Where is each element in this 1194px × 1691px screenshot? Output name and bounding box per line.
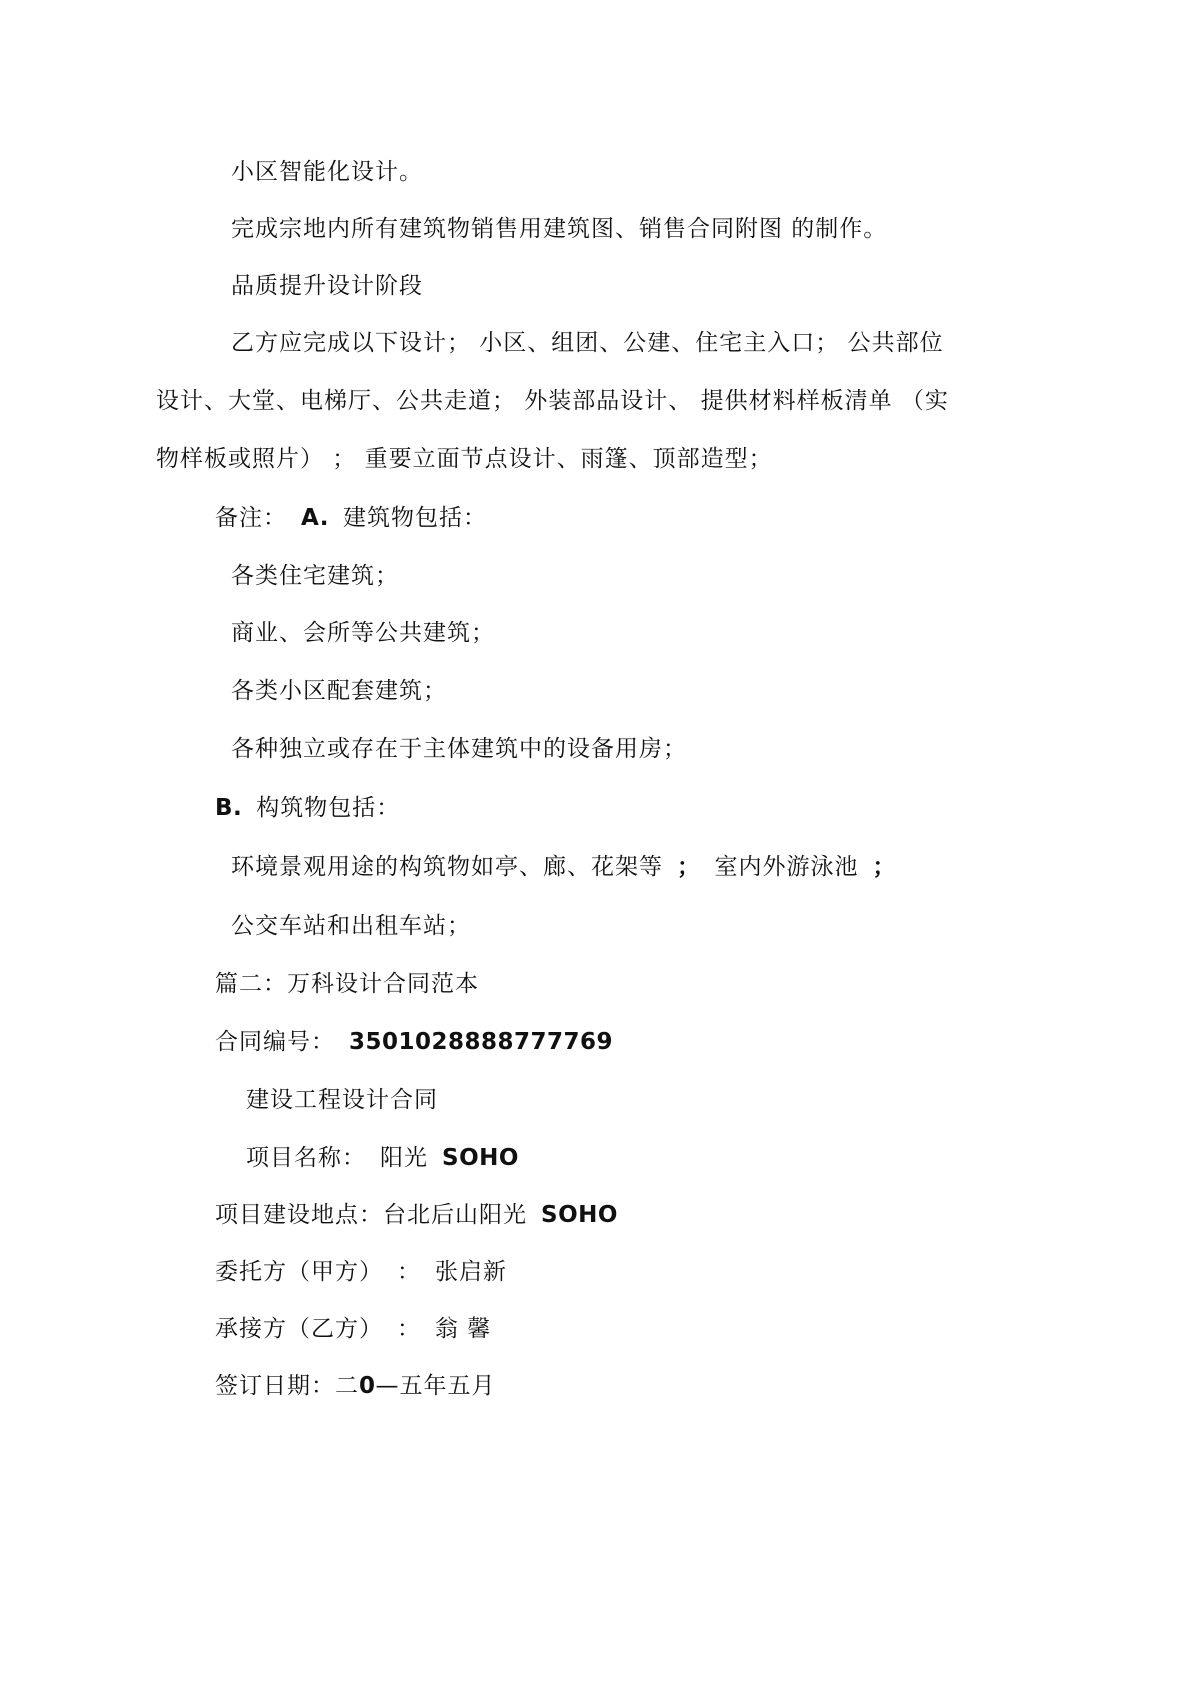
project-name-value: 阳光 bbox=[380, 1145, 428, 1171]
section-title: 篇二：万科设计合同范本 bbox=[215, 971, 479, 997]
list-item: 各类住宅建筑； bbox=[231, 563, 399, 589]
list-item bbox=[231, 852, 896, 882]
paragraph-smart-design: 小区智能化设计。 bbox=[231, 159, 423, 185]
note-a-marker: A. bbox=[301, 505, 329, 531]
project-name bbox=[246, 1143, 519, 1173]
project-name-value-en: SOHO bbox=[442, 1145, 519, 1171]
project-location-value: 台北后山阳光 bbox=[383, 1202, 527, 1228]
list-item-text: 室内外游泳池 bbox=[714, 854, 859, 880]
list-item-separator: ； bbox=[872, 854, 896, 880]
note-label: 备注： bbox=[215, 505, 287, 531]
client-name: 张启新 bbox=[435, 1259, 507, 1285]
contract-number bbox=[215, 1027, 613, 1057]
list-item-separator: ； bbox=[677, 854, 701, 880]
list-item: 各类小区配套建筑； bbox=[231, 678, 447, 704]
contractor-party bbox=[215, 1314, 491, 1344]
contract-number-label: 合同编号： bbox=[215, 1029, 335, 1055]
note-a-heading bbox=[215, 503, 487, 533]
signing-date-value: 二 bbox=[335, 1373, 359, 1399]
project-location bbox=[215, 1200, 618, 1230]
contract-number-value: 3501028888777769 bbox=[349, 1029, 614, 1055]
list-item: 公交车站和出租车站； bbox=[231, 913, 471, 939]
list-item: 各种独立或存在于主体建筑中的设备用房； bbox=[231, 736, 687, 762]
client-label: 委托方（甲方） bbox=[215, 1259, 383, 1285]
signing-date bbox=[215, 1371, 496, 1401]
paragraph-sales-drawings: 完成宗地内所有建筑物销售用建筑图、销售合同附图 的制作。 bbox=[231, 216, 888, 242]
note-b-heading bbox=[215, 793, 400, 823]
paragraph-design-scope-line3: 物样板或照片） ； 重要立面节点设计、雨篷、顶部造型； bbox=[156, 446, 773, 472]
contractor-colon: ： bbox=[397, 1316, 421, 1342]
note-b-title: 构筑物包括： bbox=[256, 795, 401, 821]
project-location-label: 项目建设地点： bbox=[215, 1202, 383, 1228]
signing-date-zero: 0 bbox=[359, 1373, 376, 1399]
paragraph-quality-stage: 品质提升设计阶段 bbox=[231, 273, 423, 299]
contractor-label: 承接方（乙方） bbox=[215, 1316, 383, 1342]
client-party bbox=[215, 1257, 507, 1287]
note-a-title: 建筑物包括： bbox=[342, 505, 487, 531]
paragraph-design-scope-line1: 乙方应完成以下设计； 小区、组团、公建、住宅主入口； 公共部位 bbox=[231, 330, 944, 356]
list-item: 商业、会所等公共建筑； bbox=[231, 620, 495, 646]
client-colon: ： bbox=[397, 1259, 421, 1285]
note-b-marker: B. bbox=[215, 795, 243, 821]
list-item-text: 环境景观用途的构筑物如亭、廊、花架等 bbox=[231, 854, 663, 880]
project-name-label: 项目名称： bbox=[246, 1145, 366, 1171]
contractor-name: 翁 馨 bbox=[435, 1316, 492, 1342]
signing-date-label: 签订日期： bbox=[215, 1373, 335, 1399]
signing-date-value-rest: —五年五月 bbox=[375, 1373, 496, 1399]
document-title: 建设工程设计合同 bbox=[246, 1087, 438, 1113]
project-location-value-en: SOHO bbox=[541, 1202, 618, 1228]
paragraph-design-scope-line2: 设计、大堂、电梯厅、公共走道； 外装部品设计、 提供材料样板清单 （实 bbox=[156, 388, 949, 414]
